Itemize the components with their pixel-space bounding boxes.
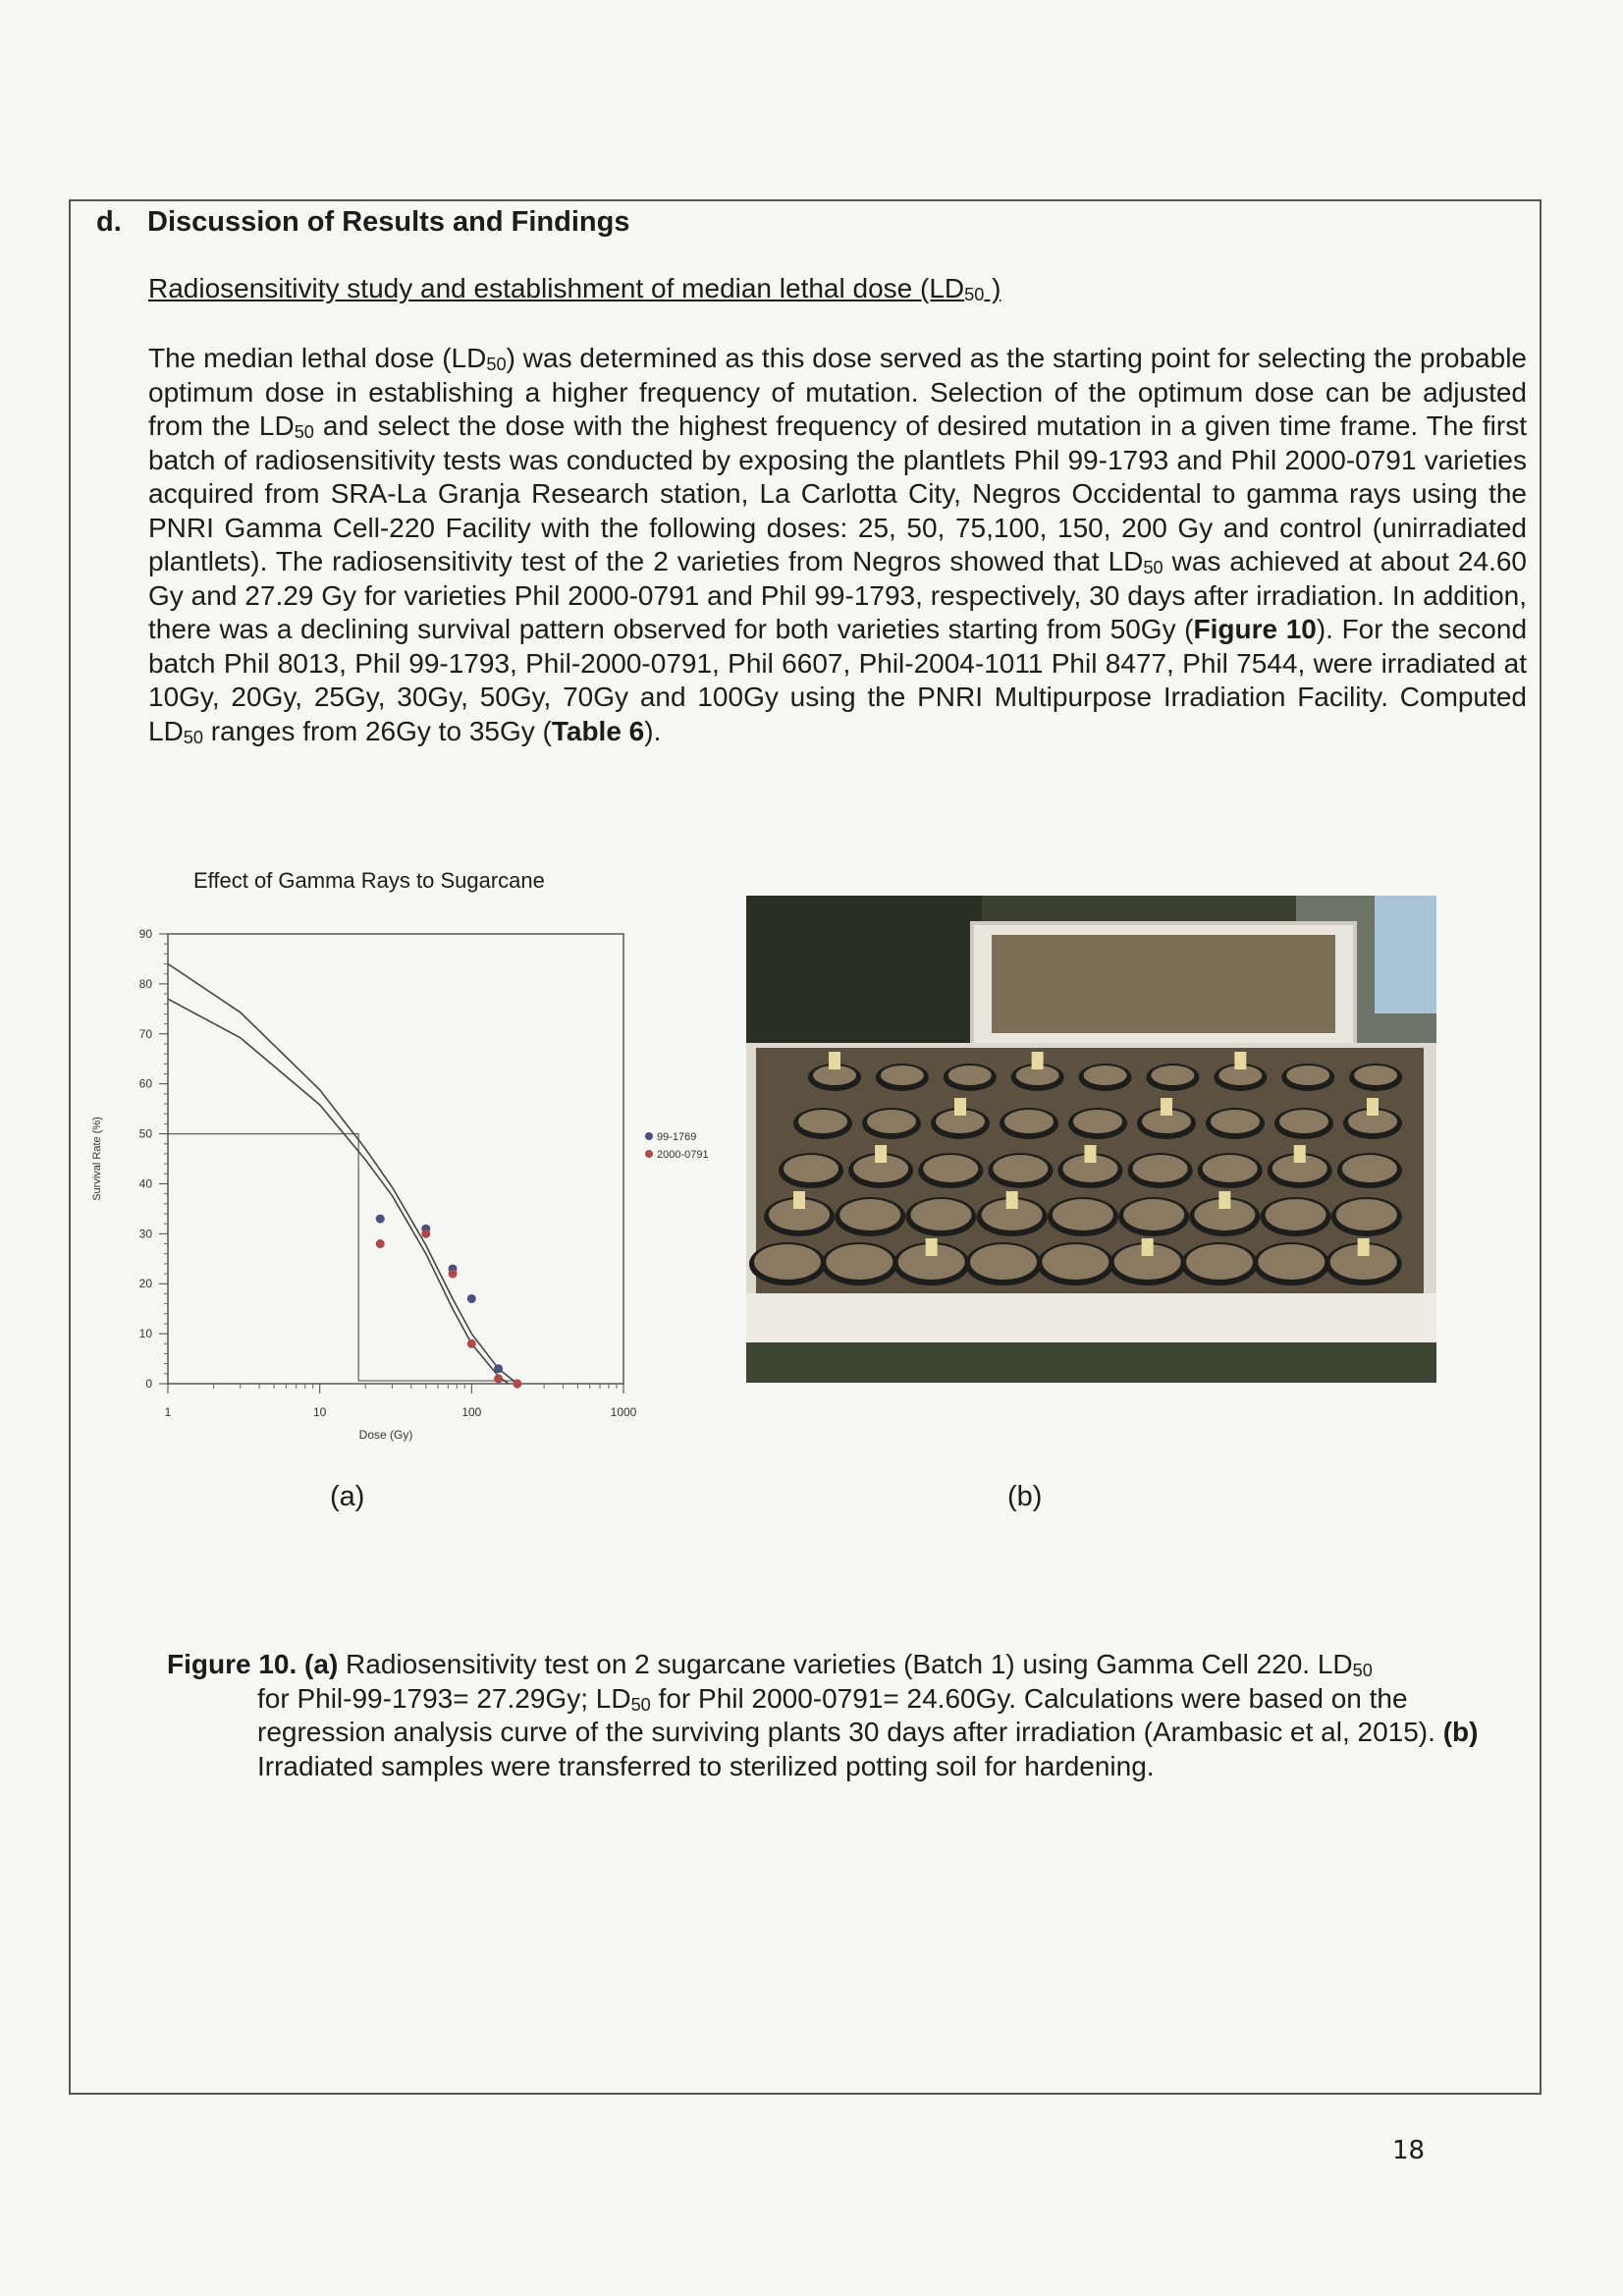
soil-shape: [993, 1155, 1048, 1182]
para-text: ). For the second batch Phil 8013, Phil 99-1793, Phil-2000-0791, Phil 6607, Phil-2004-1011 Phil 8477, Phil 7544, were irradiated at 10Gy, 20Gy, 25Gy, 30Gy, 50Gy, 70Gy and 100Gy using the PNRI Multipurpose Irradiation Facility. Computed LD: [148, 614, 1528, 746]
data-point: [376, 1239, 385, 1248]
plant-tag-shape: [1358, 1238, 1370, 1256]
y-tick-label: 40: [138, 1176, 152, 1191]
soil-shape: [1042, 1244, 1109, 1280]
plant-tag-shape: [1006, 1191, 1018, 1209]
caption-text: for Phil 2000-0791= 24.60Gy. Calculations were based on the regression analysis curve of the surviving plants 30 days after irradiation (Arambasic et al, 2015).: [257, 1682, 1443, 1747]
para-text: ranges from 26Gy to 35Gy (: [203, 715, 552, 746]
soil-shape: [798, 1110, 847, 1133]
para-text: and select the dose with the highest frequency of desired mutation in a given time frame. The first batch of radiosensitivity tests was conducted by exposing the plantlets Phil 99-1793 and Phil 2000-0791 varieties acquired from SRA-La Granja Research station, La Carlotta City, Negros Occidental to gamma rays using the PNRI Gamma Cell-220 Facility with the following doses: 25, 50, 75,100, 150, 200 Gy and control (unirradiated plantlets). The radiosensitivity test of the 2 varieties from Negros showed that LD: [148, 410, 1527, 576]
soil-shape: [1354, 1066, 1397, 1085]
plant-tag-shape: [954, 1098, 966, 1116]
caption-text: for Phil-99-1793= 27.29Gy; LD: [257, 1682, 631, 1714]
soil-shape: [1084, 1066, 1127, 1085]
soil-shape: [1258, 1244, 1325, 1280]
plot-frame: [168, 934, 623, 1384]
data-point: [376, 1215, 385, 1224]
plant-tag-shape: [793, 1191, 805, 1209]
soil-shape: [881, 1066, 924, 1085]
x-tick-label: 100: [461, 1405, 482, 1419]
soil-shape: [1266, 1199, 1326, 1230]
plant-tag-shape: [875, 1145, 887, 1163]
y-tick-label: 50: [138, 1126, 152, 1141]
photo-illustration-icon: [746, 896, 1436, 1383]
subheading: [148, 273, 1001, 304]
y-axis-label: Survival Rate (%): [91, 1117, 103, 1201]
subheading-subscript: 50: [964, 285, 985, 304]
y-tick-label: 0: [145, 1377, 152, 1391]
legend-marker: [645, 1132, 653, 1140]
caption-text: Radiosensitivity test on 2 sugarcane varieties (Batch 1) using Gamma Cell 220. LD: [338, 1649, 1353, 1679]
y-tick-label: 60: [138, 1076, 152, 1091]
caption-subscript: 50: [1352, 1661, 1373, 1680]
caption-subscript: 50: [630, 1694, 651, 1715]
plant-tag-shape: [1084, 1145, 1096, 1163]
plant-tag-shape: [1142, 1238, 1154, 1256]
plant-tag-shape: [1294, 1145, 1306, 1163]
soil-shape: [1203, 1155, 1258, 1182]
data-point: [494, 1364, 503, 1373]
x-tick-label: 10: [312, 1405, 327, 1419]
section-marker: d.: [96, 206, 122, 238]
soil-shape: [970, 1244, 1037, 1280]
data-point: [467, 1339, 476, 1348]
soil-shape: [1073, 1110, 1122, 1133]
survival-chart: [59, 903, 766, 1453]
soil-shape: [784, 1155, 839, 1182]
para-text: ).: [644, 715, 662, 746]
legend-label: 2000-0791: [657, 1149, 709, 1161]
y-tick-label: 30: [138, 1227, 152, 1241]
caption-text: Irradiated samples were transferred to sterilized potting soil for hardening.: [257, 1750, 1155, 1781]
para-subscript: 50: [183, 727, 204, 747]
plant-tag-shape: [1367, 1098, 1379, 1116]
soil-shape: [910, 1199, 971, 1230]
sugarcane-plantlets-photo: [746, 896, 1436, 1383]
figure-caption: [167, 1648, 1483, 1783]
para-text: The median lethal dose (LD: [148, 343, 487, 373]
para-text: was achieved at about 24.60 Gy and 27.29 Gy for varieties Phil 2000-0791 and Phil 99-1793, respectively, 30 days after irradiation. In addition, there was a declining survival pattern observed for both varieties starting from 50Gy (: [148, 546, 1527, 644]
plant-tag-shape: [1032, 1052, 1044, 1069]
legend-label: 99-1769: [657, 1131, 697, 1143]
soil-shape: [948, 1066, 992, 1085]
caption-part-b: (b): [1442, 1717, 1479, 1747]
regression-curve: [168, 999, 509, 1384]
x-tick-label: 1000: [610, 1405, 637, 1419]
figure-label-a: (a): [330, 1481, 365, 1512]
plant-tag-shape: [926, 1238, 938, 1256]
section-heading: [96, 206, 629, 239]
soil-shape: [754, 1244, 821, 1280]
soil-shape: [867, 1110, 916, 1133]
soil-shape: [1336, 1199, 1397, 1230]
data-point: [421, 1230, 430, 1238]
para-subscript: 50: [1143, 558, 1163, 577]
soil-shape: [1342, 1155, 1397, 1182]
plant-tag-shape: [1234, 1052, 1246, 1069]
soil-shape: [1053, 1199, 1113, 1230]
plant-tag-shape: [1161, 1098, 1172, 1116]
para-subscript: 50: [486, 355, 507, 374]
section-title: Discussion of Results and Findings: [147, 206, 630, 238]
soil-shape: [1279, 1110, 1328, 1133]
plant-tag-shape: [829, 1052, 840, 1069]
legend-marker: [645, 1150, 653, 1158]
page-number: 18: [1392, 2136, 1426, 2165]
data-point: [513, 1380, 521, 1389]
soil-shape: [923, 1155, 978, 1182]
y-tick-label: 20: [138, 1277, 152, 1291]
data-point: [494, 1374, 503, 1383]
subheading-text: Radiosensitivity study and establishment of median lethal dose (LD: [148, 273, 965, 303]
soil-shape: [839, 1199, 900, 1230]
chart-title: Effect of Gamma Rays to Sugarcane: [193, 868, 545, 893]
para-subscript: 50: [294, 422, 314, 442]
subheading-close: ): [984, 273, 1001, 303]
table-reference: Table 6: [551, 715, 645, 746]
caption-figure-number: Figure 10.: [167, 1649, 298, 1679]
soil-shape: [1211, 1110, 1260, 1133]
x-axis-label: Dose (Gy): [358, 1428, 413, 1442]
para-text: ) was determined as this dose served as the starting point for selecting the probable optimum dose in establishing a higher frequency of mutation. Selection of the optimum dose can be adjusted from the LD: [148, 343, 1527, 441]
soil-shape: [826, 1244, 893, 1280]
figure-reference: Figure 10: [1193, 614, 1317, 644]
y-tick-label: 90: [138, 927, 152, 941]
data-point: [467, 1294, 476, 1303]
soil-shape: [1286, 1066, 1329, 1085]
soil-shape: [1133, 1155, 1188, 1182]
x-tick-label: 1: [164, 1405, 172, 1419]
soil-shape: [1123, 1199, 1184, 1230]
y-tick-label: 10: [138, 1327, 152, 1341]
soil-shape: [1004, 1110, 1054, 1133]
caption-continuation: [167, 1682, 1483, 1784]
soil-shape: [1186, 1244, 1253, 1280]
ld50-reference-line: [168, 1134, 517, 1381]
y-tick-label: 70: [138, 1026, 152, 1041]
y-tick-label: 80: [138, 976, 152, 991]
body-paragraph: [148, 342, 1527, 748]
soil-shape: [1151, 1066, 1194, 1085]
figure-label-b: (b): [1007, 1481, 1043, 1512]
plant-tag-shape: [1218, 1191, 1230, 1209]
caption-part-a: (a): [297, 1649, 339, 1679]
data-point: [449, 1270, 458, 1279]
